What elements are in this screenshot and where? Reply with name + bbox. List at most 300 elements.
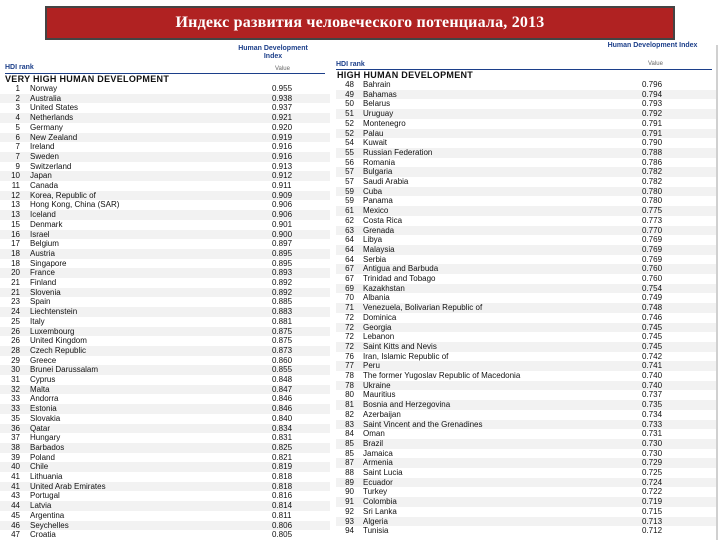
country-cell: Portugal bbox=[30, 491, 60, 501]
country-cell: Malta bbox=[30, 384, 50, 394]
page-title: Индекс развития человеческого потенциала, 2013 bbox=[175, 14, 545, 31]
rank-cell: 88 bbox=[345, 468, 354, 477]
country-cell: Barbados bbox=[30, 442, 65, 452]
country-cell: Italy bbox=[30, 316, 45, 326]
value-cell: 0.729 bbox=[642, 458, 663, 468]
rank-cell: 18 bbox=[11, 248, 20, 258]
rank-cell: 1 bbox=[15, 84, 20, 93]
value-cell: 0.793 bbox=[642, 99, 663, 109]
country-cell: Netherlands bbox=[30, 113, 74, 123]
table-row bbox=[336, 497, 716, 507]
country-cell: Slovenia bbox=[30, 287, 61, 297]
value-cell: 0.749 bbox=[642, 293, 663, 303]
rank-cell: 10 bbox=[11, 171, 20, 181]
country-cell: Czech Republic bbox=[30, 345, 87, 355]
table-row bbox=[0, 249, 330, 259]
rank-cell: 39 bbox=[11, 452, 20, 462]
value-cell: 0.796 bbox=[642, 80, 663, 89]
value-cell: 0.754 bbox=[642, 283, 663, 293]
table-row bbox=[336, 148, 716, 158]
rank-cell: 2 bbox=[15, 93, 20, 103]
country-cell: The former Yugoslav Republic of Macedonia bbox=[363, 371, 521, 380]
rank-cell: 16 bbox=[11, 229, 20, 239]
table-row bbox=[0, 200, 330, 210]
table-row bbox=[0, 336, 330, 346]
value-cell: 0.848 bbox=[272, 375, 293, 384]
value-cell: 0.788 bbox=[642, 147, 663, 157]
rank-cell: 89 bbox=[345, 477, 354, 487]
rank-cell: 33 bbox=[11, 404, 20, 414]
table-row bbox=[336, 352, 716, 362]
value-cell: 0.955 bbox=[272, 84, 293, 93]
value-cell: 0.782 bbox=[642, 177, 663, 186]
country-cell: Latvia bbox=[30, 501, 52, 511]
country-cell: Montenegro bbox=[363, 118, 406, 128]
country-cell: Cyprus bbox=[30, 375, 56, 384]
country-cell: Saint Vincent and the Grenadines bbox=[363, 419, 483, 429]
value-cell: 0.719 bbox=[642, 497, 663, 507]
country-cell: Hong Kong, China (SAR) bbox=[30, 200, 120, 210]
value-cell: 0.825 bbox=[272, 442, 293, 452]
country-cell: Andorra bbox=[30, 394, 59, 404]
value-cell: 0.897 bbox=[272, 239, 293, 249]
value-cell: 0.893 bbox=[272, 268, 293, 278]
country-cell: Romania bbox=[363, 157, 396, 167]
table-row bbox=[0, 365, 330, 375]
country-cell: Russian Federation bbox=[363, 147, 433, 157]
country-cell: Iran, Islamic Republic of bbox=[363, 351, 449, 361]
rank-cell: 28 bbox=[11, 345, 20, 355]
table-row bbox=[336, 206, 716, 216]
value-cell: 0.734 bbox=[642, 409, 663, 419]
country-cell: Turkey bbox=[363, 487, 388, 497]
rank-cell: 55 bbox=[345, 147, 354, 157]
rank-cell: 26 bbox=[11, 326, 20, 336]
value-cell: 0.737 bbox=[642, 390, 663, 400]
table-row bbox=[0, 327, 330, 337]
table-row bbox=[0, 220, 330, 230]
table-row bbox=[336, 439, 716, 449]
rank-cell: 13 bbox=[11, 210, 20, 220]
country-cell: Panama bbox=[363, 196, 393, 206]
rank-cell: 33 bbox=[11, 394, 20, 404]
table-row bbox=[336, 187, 716, 197]
table-row bbox=[336, 303, 716, 313]
value-cell: 0.811 bbox=[272, 510, 292, 520]
value-cell: 0.782 bbox=[642, 167, 663, 177]
country-cell: Kuwait bbox=[363, 138, 388, 148]
value-cell: 0.760 bbox=[642, 274, 663, 283]
value-cell: 0.769 bbox=[642, 244, 663, 254]
right-section-heading: HIGH HUMAN DEVELOPMENT bbox=[337, 70, 474, 80]
value-cell: 0.916 bbox=[272, 151, 293, 161]
country-cell: Qatar bbox=[30, 423, 51, 433]
rank-cell: 87 bbox=[345, 458, 354, 468]
table-row bbox=[336, 158, 716, 168]
value-cell: 0.713 bbox=[642, 516, 663, 526]
rank-cell: 67 bbox=[345, 274, 354, 283]
rank-cell: 21 bbox=[11, 287, 20, 297]
country-cell: Croatia bbox=[30, 530, 56, 540]
value-cell: 0.834 bbox=[272, 423, 293, 433]
value-cell: 0.740 bbox=[642, 371, 663, 380]
table-row bbox=[336, 216, 716, 226]
table-row bbox=[336, 332, 716, 342]
country-cell: Chile bbox=[30, 462, 49, 472]
table-row bbox=[336, 226, 716, 236]
country-cell: Venezuela, Bolivarian Republic of bbox=[363, 303, 483, 313]
value-cell: 0.742 bbox=[642, 351, 663, 361]
rank-cell: 40 bbox=[11, 462, 20, 472]
rank-cell: 82 bbox=[345, 409, 354, 419]
value-cell: 0.715 bbox=[642, 506, 663, 516]
rank-cell: 54 bbox=[345, 138, 354, 148]
table-row bbox=[336, 99, 716, 109]
value-cell: 0.780 bbox=[642, 186, 663, 196]
table-row bbox=[336, 526, 716, 536]
table-row bbox=[0, 511, 330, 521]
value-cell: 0.805 bbox=[272, 530, 293, 540]
value-cell: 0.895 bbox=[272, 258, 293, 268]
country-cell: Israel bbox=[30, 229, 50, 239]
table-row bbox=[0, 191, 330, 201]
country-cell: Ukraine bbox=[363, 380, 391, 390]
rank-cell: 17 bbox=[11, 239, 20, 249]
country-cell: Belarus bbox=[363, 99, 391, 109]
rank-cell: 18 bbox=[11, 258, 20, 268]
value-cell: 0.748 bbox=[642, 303, 663, 313]
table-row bbox=[0, 482, 330, 492]
value-cell: 0.821 bbox=[272, 452, 293, 462]
value-cell: 0.912 bbox=[272, 171, 293, 181]
value-cell: 0.911 bbox=[272, 181, 292, 190]
value-cell: 0.745 bbox=[642, 322, 663, 332]
table-row bbox=[0, 521, 330, 531]
left-table bbox=[0, 84, 330, 540]
table-row bbox=[0, 278, 330, 288]
country-cell: Iceland bbox=[30, 210, 56, 220]
rank-cell: 57 bbox=[345, 177, 354, 186]
rank-cell: 32 bbox=[11, 384, 20, 394]
country-cell: Cuba bbox=[363, 186, 383, 196]
table-row bbox=[0, 84, 330, 94]
rank-cell: 23 bbox=[11, 297, 20, 307]
country-cell: Oman bbox=[363, 429, 385, 439]
rank-cell: 13 bbox=[11, 200, 20, 210]
table-row bbox=[0, 230, 330, 240]
value-cell: 0.740 bbox=[642, 380, 663, 390]
table-row bbox=[336, 381, 716, 391]
rank-cell: 84 bbox=[345, 429, 354, 439]
table-row bbox=[0, 94, 330, 104]
value-cell: 0.818 bbox=[272, 481, 293, 491]
rank-cell: 4 bbox=[15, 113, 20, 123]
country-cell: Uruguay bbox=[363, 109, 394, 119]
table-row bbox=[336, 458, 716, 468]
country-cell: Antigua and Barbuda bbox=[363, 264, 439, 274]
rank-cell: 51 bbox=[345, 109, 354, 119]
country-cell: Colombia bbox=[363, 497, 397, 507]
country-cell: Bosnia and Herzegovina bbox=[363, 400, 451, 410]
rank-cell: 37 bbox=[11, 433, 20, 443]
value-cell: 0.846 bbox=[272, 394, 293, 404]
country-cell: Peru bbox=[363, 361, 380, 371]
country-cell: France bbox=[30, 268, 55, 278]
table-row bbox=[336, 129, 716, 139]
table-row bbox=[336, 245, 716, 255]
value-cell: 0.773 bbox=[642, 215, 663, 225]
rank-cell: 83 bbox=[345, 419, 354, 429]
rank-cell: 64 bbox=[345, 244, 354, 254]
table-edge bbox=[716, 45, 718, 540]
table-row bbox=[336, 167, 716, 177]
rank-cell: 91 bbox=[345, 497, 354, 507]
table-row bbox=[0, 142, 330, 152]
country-cell: Canada bbox=[30, 181, 59, 190]
country-cell: Saint Lucia bbox=[363, 468, 403, 477]
value-cell: 0.745 bbox=[642, 341, 663, 351]
value-cell: 0.906 bbox=[272, 200, 293, 210]
rank-cell: 64 bbox=[345, 254, 354, 264]
rank-cell: 72 bbox=[345, 341, 354, 351]
left-column-header: Human Development Index bbox=[238, 45, 308, 60]
country-cell: Armenia bbox=[363, 458, 393, 468]
value-cell: 0.831 bbox=[272, 433, 293, 443]
value-cell: 0.733 bbox=[642, 419, 663, 429]
value-cell: 0.883 bbox=[272, 307, 293, 317]
table-row bbox=[336, 478, 716, 488]
country-cell: New Zealand bbox=[30, 132, 78, 142]
country-cell: Argentina bbox=[30, 510, 65, 520]
value-cell: 0.722 bbox=[642, 487, 663, 497]
rank-cell: 80 bbox=[345, 390, 354, 400]
rank-cell: 72 bbox=[345, 312, 354, 322]
value-cell: 0.746 bbox=[642, 312, 663, 322]
country-cell: Kazakhstan bbox=[363, 283, 405, 293]
table-row bbox=[336, 449, 716, 459]
table-row bbox=[0, 385, 330, 395]
value-cell: 0.745 bbox=[642, 332, 663, 342]
country-cell: Switzerland bbox=[30, 161, 72, 171]
country-cell: Norway bbox=[30, 84, 58, 93]
rank-cell: 90 bbox=[345, 487, 354, 497]
country-cell: Australia bbox=[30, 93, 62, 103]
rank-cell: 41 bbox=[11, 481, 20, 491]
table-row bbox=[0, 472, 330, 482]
rank-cell: 6 bbox=[15, 132, 20, 142]
rank-cell: 26 bbox=[11, 336, 20, 346]
country-cell: Japan bbox=[30, 171, 52, 181]
country-cell: United Arab Emirates bbox=[30, 481, 106, 491]
value-cell: 0.790 bbox=[642, 138, 663, 148]
value-cell: 0.895 bbox=[272, 248, 293, 258]
value-cell: 0.780 bbox=[642, 196, 663, 206]
title-banner bbox=[45, 6, 675, 40]
table-row bbox=[0, 317, 330, 327]
country-cell: Grenada bbox=[363, 225, 395, 235]
value-cell: 0.806 bbox=[272, 520, 293, 530]
value-cell: 0.724 bbox=[642, 477, 663, 487]
rank-cell: 52 bbox=[345, 128, 354, 138]
table-row bbox=[336, 196, 716, 206]
country-cell: Korea, Republic of bbox=[30, 190, 96, 200]
value-cell: 0.892 bbox=[272, 287, 293, 297]
table-row bbox=[336, 119, 716, 129]
country-cell: Albania bbox=[363, 293, 390, 303]
table-row bbox=[0, 424, 330, 434]
country-cell: Tunisia bbox=[363, 526, 389, 536]
value-cell: 0.860 bbox=[272, 355, 293, 365]
right-column-header: Human Development Index bbox=[607, 42, 698, 49]
right-rank-label: HDI rank bbox=[336, 61, 365, 68]
table-row bbox=[0, 133, 330, 143]
country-cell: Saint Kitts and Nevis bbox=[363, 341, 437, 351]
table-row bbox=[0, 414, 330, 424]
rank-cell: 62 bbox=[345, 215, 354, 225]
country-cell: Denmark bbox=[30, 219, 63, 229]
value-cell: 0.920 bbox=[272, 122, 293, 132]
rank-cell: 43 bbox=[11, 491, 20, 501]
rank-cell: 52 bbox=[345, 118, 354, 128]
value-cell: 0.760 bbox=[642, 264, 663, 274]
rank-cell: 93 bbox=[345, 516, 354, 526]
table-row bbox=[336, 293, 716, 303]
country-cell: Libya bbox=[363, 235, 383, 245]
table-row bbox=[336, 400, 716, 410]
value-cell: 0.816 bbox=[272, 491, 293, 501]
value-cell: 0.921 bbox=[272, 113, 293, 123]
value-cell: 0.794 bbox=[642, 89, 663, 99]
table-row bbox=[0, 103, 330, 113]
country-cell: Ecuador bbox=[363, 477, 393, 487]
rank-cell: 49 bbox=[345, 89, 354, 99]
rank-cell: 44 bbox=[11, 501, 20, 511]
table-row bbox=[0, 210, 330, 220]
table-row bbox=[336, 323, 716, 333]
rank-cell: 56 bbox=[345, 157, 354, 167]
value-cell: 0.846 bbox=[272, 404, 293, 414]
country-cell: Lithuania bbox=[30, 472, 63, 481]
value-cell: 0.775 bbox=[642, 206, 663, 216]
table-row bbox=[0, 307, 330, 317]
country-cell: Singapore bbox=[30, 258, 67, 268]
table-row bbox=[336, 284, 716, 294]
rank-cell: 61 bbox=[345, 206, 354, 216]
value-cell: 0.786 bbox=[642, 157, 663, 167]
rank-cell: 11 bbox=[11, 181, 20, 190]
table-row bbox=[0, 453, 330, 463]
country-cell: Bahamas bbox=[363, 89, 397, 99]
value-cell: 0.819 bbox=[272, 462, 293, 472]
table-row bbox=[336, 390, 716, 400]
rank-cell: 57 bbox=[345, 167, 354, 177]
country-cell: Trinidad and Tobago bbox=[363, 274, 436, 283]
rank-cell: 15 bbox=[11, 219, 20, 229]
value-cell: 0.900 bbox=[272, 229, 293, 239]
table-row bbox=[336, 109, 716, 119]
rank-cell: 78 bbox=[345, 380, 354, 390]
table-row bbox=[0, 239, 330, 249]
rank-cell: 5 bbox=[15, 122, 20, 132]
rank-cell: 41 bbox=[11, 472, 20, 481]
rank-cell: 30 bbox=[11, 365, 20, 375]
table-row bbox=[0, 123, 330, 133]
rank-cell: 7 bbox=[15, 151, 20, 161]
value-cell: 0.730 bbox=[642, 448, 663, 458]
left-section-heading: VERY HIGH HUMAN DEVELOPMENT bbox=[5, 74, 170, 84]
rank-cell: 85 bbox=[345, 438, 354, 448]
rank-cell: 3 bbox=[15, 103, 20, 113]
rank-cell: 72 bbox=[345, 322, 354, 332]
country-cell: Malaysia bbox=[363, 244, 395, 254]
country-cell: Finland bbox=[30, 278, 57, 287]
rank-cell: 94 bbox=[345, 526, 354, 536]
rank-cell: 50 bbox=[345, 99, 354, 109]
rank-cell: 85 bbox=[345, 448, 354, 458]
value-cell: 0.855 bbox=[272, 365, 293, 375]
table-row bbox=[336, 80, 716, 90]
rank-cell: 63 bbox=[345, 225, 354, 235]
table-row bbox=[336, 517, 716, 527]
rank-cell: 71 bbox=[345, 303, 354, 313]
table-row bbox=[0, 346, 330, 356]
country-cell: Bahrain bbox=[363, 80, 391, 89]
value-cell: 0.916 bbox=[272, 142, 293, 152]
rank-cell: 9 bbox=[15, 161, 20, 171]
value-cell: 0.937 bbox=[272, 103, 293, 113]
table-row bbox=[336, 90, 716, 100]
table-row bbox=[0, 181, 330, 191]
table-row bbox=[0, 501, 330, 511]
country-cell: Georgia bbox=[363, 322, 392, 332]
value-cell: 0.791 bbox=[642, 128, 663, 138]
table-row bbox=[0, 356, 330, 366]
country-cell: Palau bbox=[363, 128, 384, 138]
table-row bbox=[336, 410, 716, 420]
value-cell: 0.712 bbox=[642, 526, 663, 536]
table-row bbox=[0, 171, 330, 181]
country-cell: Azerbaijan bbox=[363, 409, 401, 419]
table-row bbox=[336, 313, 716, 323]
right-table bbox=[336, 80, 716, 540]
value-cell: 0.909 bbox=[272, 190, 293, 200]
value-cell: 0.885 bbox=[272, 297, 293, 307]
table-row bbox=[0, 404, 330, 414]
country-cell: Belgium bbox=[30, 239, 59, 249]
right-value-label: Value bbox=[648, 61, 663, 67]
rank-cell: 72 bbox=[345, 332, 354, 342]
country-cell: Estonia bbox=[30, 404, 57, 414]
table-row bbox=[0, 152, 330, 162]
country-cell: Dominica bbox=[363, 312, 397, 322]
country-cell: Slovakia bbox=[30, 413, 61, 423]
country-cell: Hungary bbox=[30, 433, 61, 443]
table-row bbox=[0, 259, 330, 269]
country-cell: Sweden bbox=[30, 151, 59, 161]
rank-cell: 48 bbox=[345, 80, 354, 89]
table-row bbox=[0, 462, 330, 472]
country-cell: Lebanon bbox=[363, 332, 395, 342]
rank-cell: 21 bbox=[11, 278, 20, 287]
rank-cell: 29 bbox=[11, 355, 20, 365]
rank-cell: 64 bbox=[345, 235, 354, 245]
table-row bbox=[336, 361, 716, 371]
rank-cell: 92 bbox=[345, 506, 354, 516]
rank-cell: 24 bbox=[11, 307, 20, 317]
table-row bbox=[0, 288, 330, 298]
value-cell: 0.875 bbox=[272, 326, 293, 336]
country-cell: Mexico bbox=[363, 206, 389, 216]
